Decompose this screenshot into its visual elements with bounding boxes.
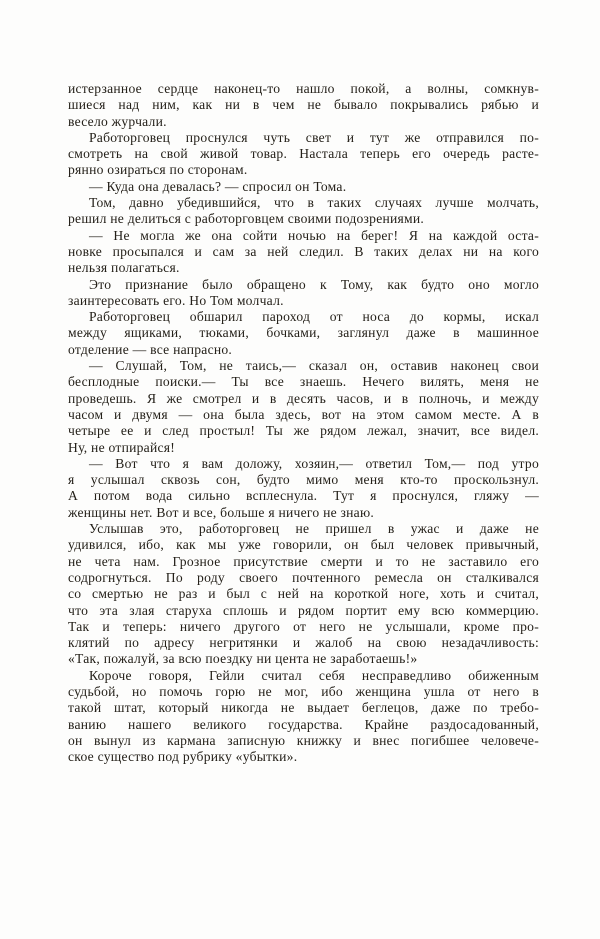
paragraph <box>68 81 539 130</box>
text-line: клятий по адресу негритянки и жалоб на свою незадачливость: <box>68 635 539 651</box>
page-text <box>68 81 539 765</box>
paragraph <box>68 668 539 766</box>
text-line: нельзя полагаться. <box>68 260 180 276</box>
text-line: такой штат, который никогда не выдает беглецов, даже по требо- <box>68 700 539 716</box>
paragraph <box>68 521 539 668</box>
paragraph <box>68 195 539 228</box>
text-line: содрогнуться. По роду своего почтенного ремесла он сталкивался <box>68 569 539 585</box>
text-line: не чета нам. Грозное присутствие смерти и то не заставило его <box>68 553 539 569</box>
paragraph <box>68 130 539 179</box>
text-line: Так и теперь: ничего другого от него не услышали, кроме про- <box>68 618 539 634</box>
text-line: Работорговец обшарил пароход от носа до кормы, искал <box>89 309 539 325</box>
text-line: решил не делиться с работорговцем своими подозрениями. <box>68 211 425 227</box>
text-line: он вынул из кармана записную книжку и внес погибшее человече- <box>68 732 539 748</box>
text-line: я услышал сквозь сон, будто мимо меня кто-то проскользнул. <box>68 472 539 488</box>
text-line: рянно озираться по сторонам. <box>68 162 248 178</box>
text-line: Услышав это, работорговец не пришел в ужас и даже не <box>89 521 539 537</box>
text-line: весело журчали. <box>68 113 167 129</box>
text-line: Работорговец проснулся чуть свет и тут же отправился по- <box>89 129 539 145</box>
text-line: — Куда она девалась? — спросил он Тома. <box>89 178 347 194</box>
text-line: судьбой, но помочь горю не мог, ибо женщина ушла от него в <box>68 683 539 699</box>
text-line: — Вот что я вам доложу, хозяин,— ответил Том,— под утро <box>89 455 539 471</box>
paragraph <box>68 277 539 310</box>
text-line: смотреть на свой живой товар. Настала теперь его очередь расте- <box>68 146 539 162</box>
text-line: отделение — все напрасно. <box>68 341 233 357</box>
paragraph <box>68 309 539 358</box>
text-line: между ящиками, тюками, бочками, заглянул даже в машинное <box>68 325 539 341</box>
paragraph <box>68 456 539 521</box>
text-line: что эта злая старуха сплошь и рядом портит ему всю коммерцию. <box>68 602 539 618</box>
text-line: ское существо под рубрику «убытки». <box>68 749 298 765</box>
text-line: женщины нет. Вот и все, больше я ничего не знаю. <box>68 504 375 520</box>
text-line: шиеся над ним, как ни в чем не бывало покрывались рябью и <box>68 97 539 113</box>
paragraph <box>68 179 539 195</box>
text-line: Том, давно убедившийся, что в таких случаях лучше молчать, <box>89 195 539 211</box>
text-line: Это признание было обращено к Тому, как будто оно могло <box>89 276 539 292</box>
text-line: бесплодные поиски.— Ты все знаешь. Нечего вилять, меня не <box>68 374 539 390</box>
text-line: удивился, ибо, как мы уже говорили, он был человек привычный, <box>68 537 539 553</box>
text-line: часом и двумя — она была здесь, вот на этом самом месте. А в <box>68 406 539 422</box>
paragraph <box>68 228 539 277</box>
text-line: истерзанное сердце наконец-то нашло покой, а волны, сомкнув- <box>68 81 539 96</box>
text-line: Короче говоря, Гейли считал себя несправедливо обиженным <box>89 667 539 683</box>
text-line: Ну, не отпирайся! <box>68 439 176 455</box>
text-line: ванию нашего великого государства. Крайне раздосадованный, <box>68 716 539 732</box>
text-line: А потом вода сильно всплеснула. Тут я проснулся, гляжу — <box>68 488 539 504</box>
text-line: со смертью не раз и был с ней на короткой ноге, хоть и считал, <box>68 586 539 602</box>
text-line: четыре ее и след простыл! Ты же рядом лежал, значит, все видел. <box>68 423 539 439</box>
text-line: заинтересовать его. Но Том молчал. <box>68 292 284 308</box>
paragraph <box>68 358 539 456</box>
text-line: — Слушай, Том, не таись,— сказал он, оставив наконец свои <box>89 358 539 374</box>
text-line: новке просыпался и сам за ней следил. В таких делах ни на кого <box>68 243 539 259</box>
text-line: «Так, пожалуй, за всю поездку ни цента не заработаешь!» <box>68 651 418 667</box>
text-line: проведешь. Я же смотрел и в десять часов, и в полночь, и между <box>68 390 539 406</box>
text-line: — Не могла же она сойти ночью на берег! Я на каждой оста- <box>89 227 539 243</box>
